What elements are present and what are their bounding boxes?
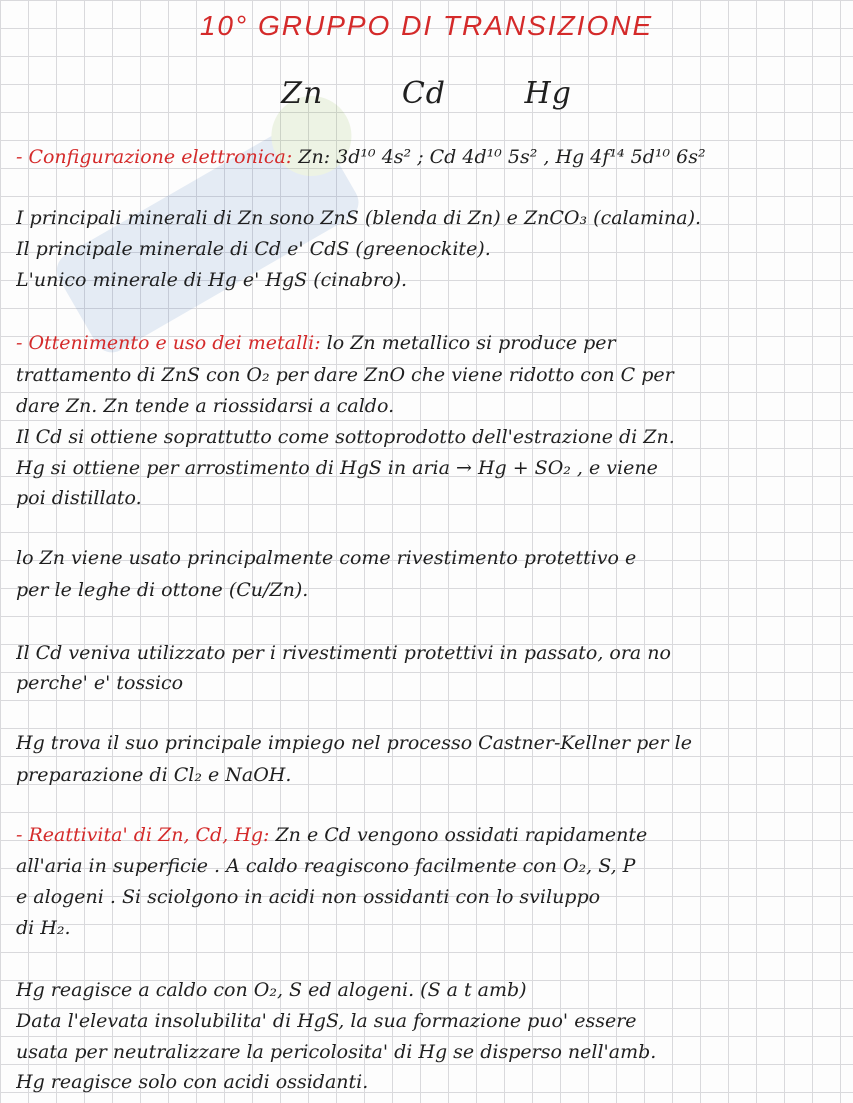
- zn-use-line-1: lo Zn viene usato principalmente come rivestimento protettivo e: [16, 547, 637, 569]
- hg-use-line-1: Hg trova il suo principale impiego nel processo Castner-Kellner per le: [16, 732, 692, 754]
- metals-line-1: trattamento di ZnS con O₂ per dare ZnO che viene ridotto con C per: [16, 364, 674, 386]
- cd-use-line-1: Il Cd veniva utilizzato per i rivestimenti protettivi in passato, ora no: [16, 642, 671, 664]
- react-heading: - Reattivita' di Zn, Cd, Hg:: [16, 824, 270, 846]
- zn-use-line-2: per le leghe di ottone (Cu/Zn).: [16, 579, 309, 601]
- element-zn: Zn: [281, 76, 324, 111]
- hg-react-line-3: usata per neutralizzare la pericolosita' di Hg se disperso nell'amb.: [16, 1041, 657, 1063]
- metals-first: lo Zn metallico si produce per: [326, 332, 616, 354]
- config-heading: - Configurazione elettronica:: [16, 146, 293, 168]
- react-line-2: e alogeni . Si sciolgono in acidi non ossidanti con lo sviluppo: [16, 886, 601, 908]
- minerals-line-3: L'unico minerale di Hg e' HgS (cinabro).: [16, 269, 408, 291]
- minerals-line-2: Il principale minerale di Cd e' CdS (greenockite).: [16, 238, 491, 260]
- metals-line-0: [16, 330, 846, 356]
- metals-line-4: Hg si ottiene per arrostimento di HgS in aria → Hg + SO₂ , e viene: [16, 457, 658, 479]
- metals-line-5: poi distillato.: [16, 487, 142, 509]
- react-first: Zn e Cd vengono ossidati rapidamente: [275, 824, 648, 846]
- hg-react-line-1: Hg reagisce a caldo con O₂, S ed alogeni. (S a t amb): [16, 979, 527, 1001]
- metals-heading: - Ottenimento e uso dei metalli:: [16, 332, 321, 354]
- config-text: Zn: 3d¹⁰ 4s² ; Cd 4d¹⁰ 5s² , Hg 4f¹⁴ 5d¹⁰ 6s²: [298, 146, 706, 168]
- metals-line-2: dare Zn. Zn tende a riossidarsi a caldo.: [16, 395, 395, 417]
- page-title: 10° GRUPPO DI TRANSIZIONE: [199, 10, 654, 41]
- config-line: [16, 144, 846, 170]
- element-hg: Hg: [524, 76, 572, 111]
- element-cd: Cd: [401, 76, 446, 111]
- metals-line-3: Il Cd si ottiene soprattutto come sottoprodotto dell'estrazione di Zn.: [16, 426, 675, 448]
- minerals-line-1: I principali minerali di Zn sono ZnS (blenda di Zn) e ZnCO₃ (calamina).: [16, 207, 702, 229]
- hg-react-line-2: Data l'elevata insolubilita' di HgS, la sua formazione puo' essere: [16, 1010, 637, 1032]
- hg-react-line-4: Hg reagisce solo con acidi ossidanti.: [16, 1071, 369, 1093]
- cd-use-line-2: perche' e' tossico: [16, 672, 184, 694]
- react-line-3: di H₂.: [16, 917, 71, 939]
- react-line-0: [16, 822, 846, 848]
- element-symbols: [0, 76, 853, 111]
- react-line-1: all'aria in superficie . A caldo reagiscono facilmente con O₂, S, P: [16, 855, 636, 877]
- hg-use-line-2: preparazione di Cl₂ e NaOH.: [16, 764, 292, 786]
